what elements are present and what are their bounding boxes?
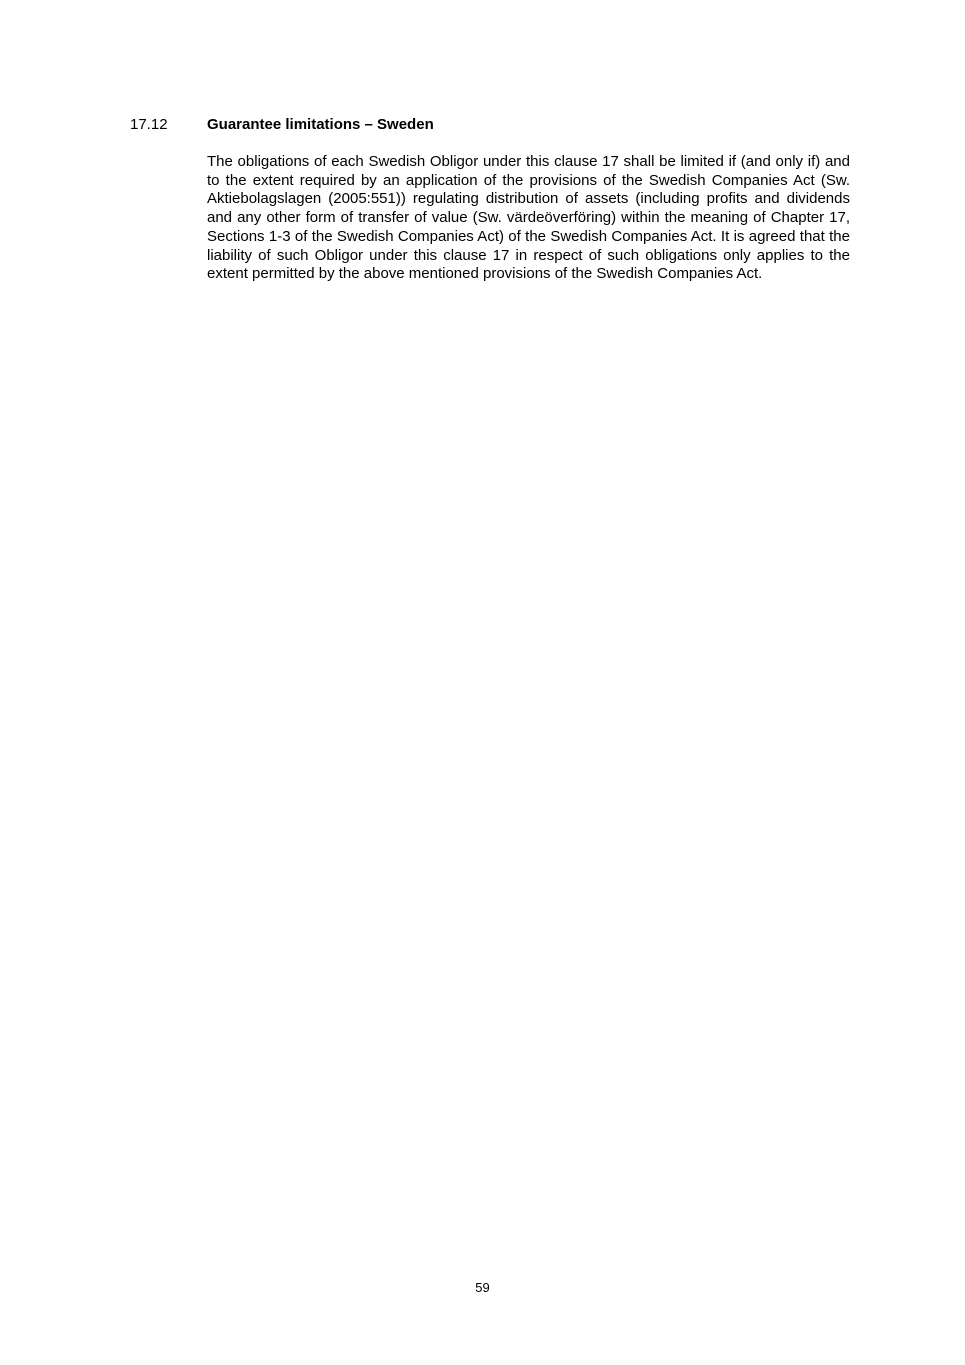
clause-number: 17.12 bbox=[130, 116, 168, 133]
page-number: 59 bbox=[475, 1280, 490, 1295]
clause-heading: Guarantee limitations – Sweden bbox=[207, 116, 434, 133]
clause-body-paragraph: The obligations of each Swedish Obligor under this clause 17 shall be limited if (and only if) and to the extent required by an application of the provisions of the Swedish Companies Act (Sw. Aktiebolagslagen (2005:551)) regulating distribution of assets (including profits and dividends and any other form of transfer of value (Sw. värdeöverföring) within the meaning of Chapter 17, Sections 1-3 of the Swedish Companies Act) of the Swedish Companies Act. It is agreed that the liability of such Obligor under this clause 17 in respect of such obligations only applies to the extent permitted by the above mentioned provisions of the Swedish Companies Act. bbox=[207, 153, 850, 283]
